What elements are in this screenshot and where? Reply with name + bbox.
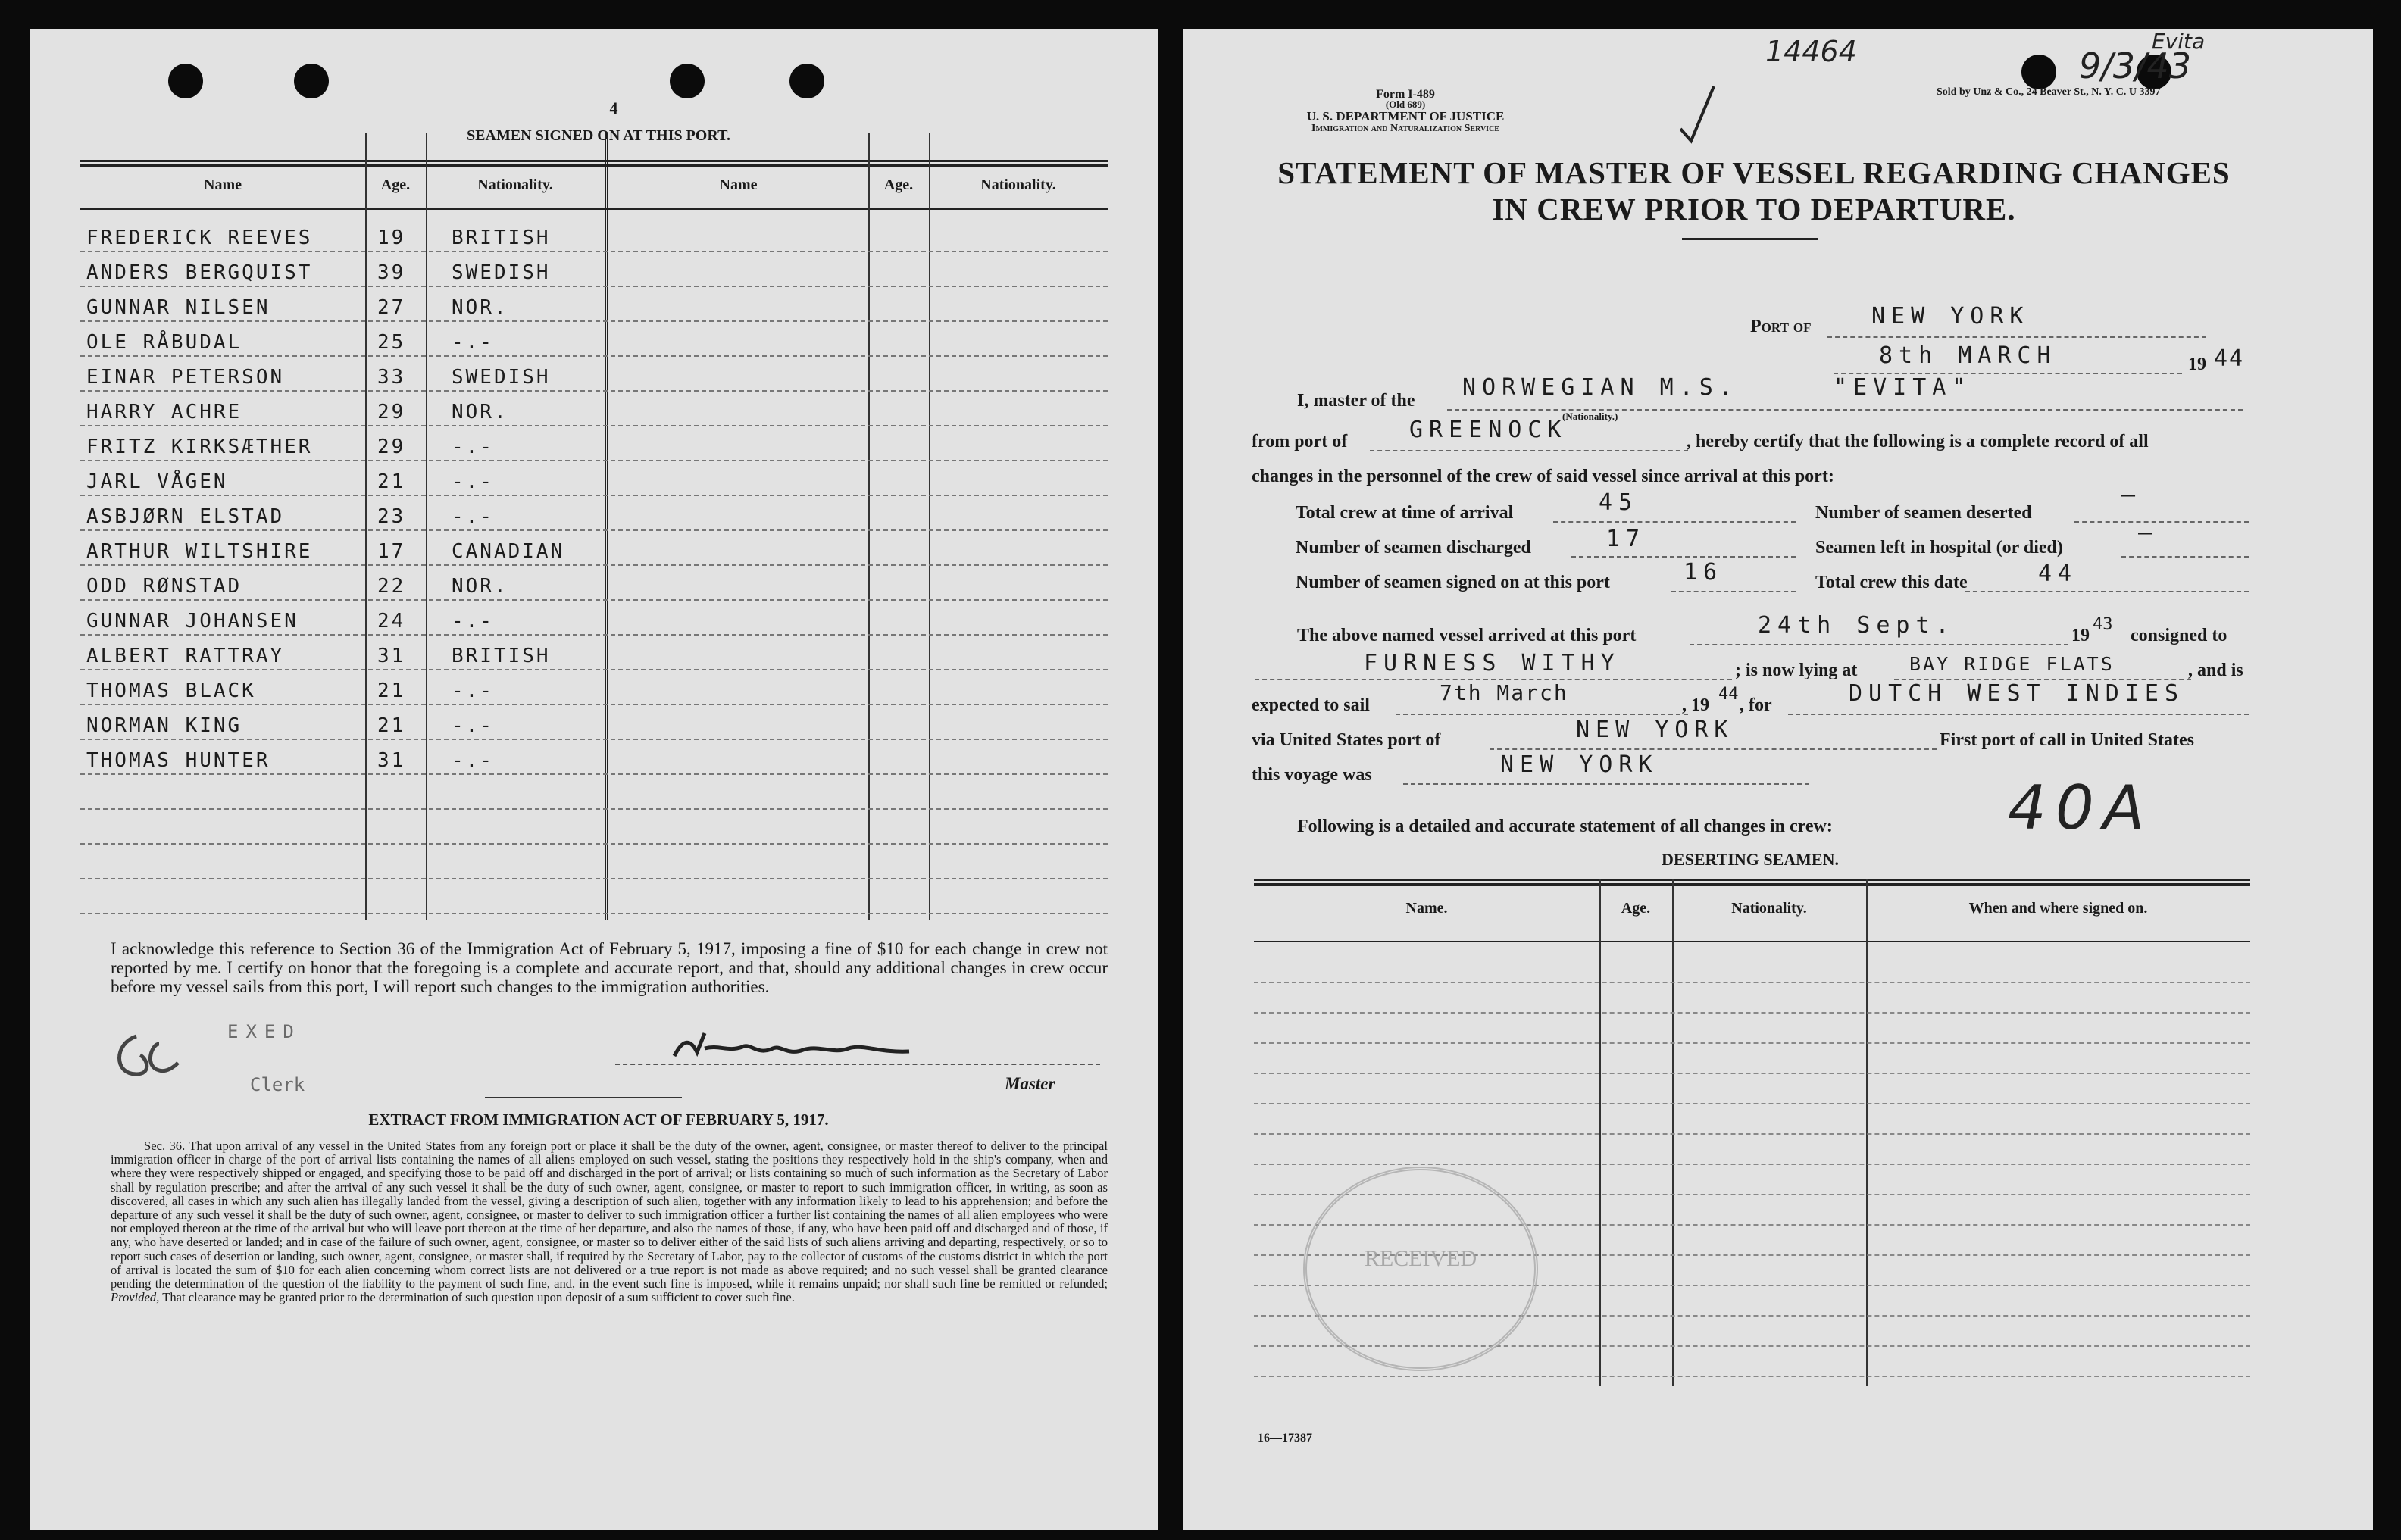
table-row (80, 529, 1108, 566)
form-old-number: (Old 689) (1385, 98, 1426, 110)
crew-nationality: NOR. (452, 575, 508, 598)
crew-nationality: SWEDISH (452, 261, 551, 284)
table-row (1254, 1042, 2250, 1074)
crew-name: HARRY ACHRE (86, 401, 242, 423)
sail-year: 44 (1718, 685, 1739, 704)
destination-value: DUTCH WEST INDIES (1849, 680, 2185, 707)
crew-name: FRITZ KIRKSÆTHER (86, 436, 313, 458)
signed-on-value: 16 (1684, 559, 1724, 586)
col-header-name: Name (204, 176, 242, 193)
table-row (80, 286, 1108, 322)
deserted-label: Number of seamen deserted (1815, 503, 2032, 523)
crew-age: 25 (377, 331, 406, 354)
total-date-label: Total crew this date (1815, 573, 1968, 592)
table-row (80, 320, 1108, 357)
table-row (80, 704, 1108, 740)
crew-name: EINAR PETERSON (86, 366, 285, 389)
seller-imprint: Sold by Unz & Co., 24 Beaver St., N. Y. C. U 3397 (1937, 86, 2161, 98)
punch-hole (789, 64, 824, 98)
table-row (80, 495, 1108, 531)
crew-name: JARL VÅGEN (86, 470, 228, 493)
department: U. S. DEPARTMENT OF JUSTICE (1306, 109, 1505, 123)
sail-year-prefix: , 19 (1682, 695, 1709, 715)
crew-nationality: NOR. (452, 296, 508, 319)
hospital-value: — (2138, 520, 2159, 546)
arrived-year: 43 (2093, 615, 2113, 634)
crew-age: 22 (377, 575, 406, 598)
table-row (1254, 1103, 2250, 1135)
year-value: 44 (2214, 345, 2245, 372)
clerk-stamp-text: EXED (227, 1021, 302, 1042)
punch-hole (670, 64, 705, 98)
table-row (1254, 951, 2250, 983)
form-title-line1: STATEMENT OF MASTER OF VESSEL REGARDING CHANGES (1277, 155, 2231, 190)
following-text: Following is a detailed and accurate statement of all changes in crew: (1297, 817, 1833, 836)
crew-age: 39 (377, 261, 406, 284)
col-header-name: Name (719, 176, 758, 193)
crew-age: 17 (377, 540, 406, 563)
desert-header-name: Name. (1405, 900, 1448, 917)
crew-nationality: SWEDISH (452, 366, 551, 389)
first-port-label: First port of call in United States (1940, 730, 2194, 750)
handwritten-code: 40A (2008, 773, 2154, 843)
table-row (80, 669, 1108, 705)
crew-nationality: -.- (452, 610, 494, 633)
table-row (80, 634, 1108, 670)
from-port-label: from port of (1252, 432, 1348, 451)
deserted-value: — (2121, 482, 2142, 508)
desert-header-nationality: Nationality. (1731, 900, 1807, 917)
form-number: Form I-489 (1376, 88, 1435, 101)
consignee-value: FURNESS WITHY (1364, 650, 1621, 676)
sail-date: 7th March (1440, 680, 1568, 705)
via-label: via United States port of (1252, 730, 1441, 750)
crew-nationality: -.- (452, 331, 494, 354)
crew-name: THOMAS BLACK (86, 679, 256, 702)
crew-nationality: -.- (452, 470, 494, 493)
crew-nationality: BRITISH (452, 226, 551, 249)
crew-nationality: -.- (452, 714, 494, 737)
crew-age: 27 (377, 296, 406, 319)
crew-age: 33 (377, 366, 406, 389)
total-arrival-label: Total crew at time of arrival (1296, 503, 1514, 523)
deserting-title: DESERTING SEAMEN. (1662, 850, 1839, 869)
crew-nationality: BRITISH (452, 645, 551, 667)
clerk-label: Clerk (250, 1074, 305, 1095)
crew-age: 24 (377, 610, 406, 633)
stamp-text: RECEIVED (1364, 1246, 1477, 1271)
table-row (1254, 1133, 2250, 1165)
extract-lead: Sec. 36. (144, 1139, 186, 1153)
section-title: SEAMEN SIGNED ON AT THIS PORT. (467, 127, 730, 144)
table-row (1254, 1073, 2250, 1104)
checkmark-icon (1674, 83, 1720, 148)
table-row (80, 878, 1108, 914)
date-value: 8th MARCH (1879, 342, 2057, 369)
arrived-date: 24th Sept. (1758, 612, 1956, 639)
desert-header-when-where: When and where signed on. (1968, 900, 2148, 917)
title-underline (1682, 238, 1818, 240)
col-header-age: Age. (380, 176, 411, 193)
nationality-value: NORWEGIAN M.S. (1462, 374, 1739, 401)
punch-hole (168, 64, 203, 98)
table-row (1254, 1012, 2250, 1044)
crew-age: 31 (377, 749, 406, 772)
table-row (80, 390, 1108, 426)
footer-code: 16—17387 (1258, 1432, 1312, 1445)
crew-age: 29 (377, 436, 406, 458)
crew-name: ASBJØRN ELSTAD (86, 505, 285, 528)
crew-name: OLE RÅBUDAL (86, 331, 242, 354)
extract-proviso: Provided, (111, 1290, 160, 1305)
from-port-value: GREENOCK (1409, 417, 1568, 443)
punch-hole (2021, 55, 2056, 89)
vessel-name: "EVITA" (1834, 374, 1972, 401)
form-title-line2: IN CREW PRIOR TO DEPARTURE. (1492, 192, 2016, 226)
arrived-year-prefix: 19 (2071, 626, 2090, 645)
year-prefix: 19 (2188, 355, 2206, 374)
crew-name: ARTHUR WILTSHIRE (86, 540, 313, 563)
signed-on-label: Number of seamen signed on at this port (1296, 573, 1610, 592)
crew-age: 19 (377, 226, 406, 249)
total-date-value: 44 (2038, 561, 2078, 587)
page-number: 4 (609, 98, 618, 117)
and-is-text: , and is (2188, 661, 2243, 680)
changes-text: changes in the personnel of the crew of said vessel since arrival at this port: (1252, 467, 1834, 486)
handwritten-number: 14464 (1765, 35, 1857, 68)
crew-nationality: NOR. (452, 401, 508, 423)
voyage-label: this voyage was (1252, 765, 1372, 785)
table-row (80, 773, 1108, 810)
master-signature-line (615, 1064, 1100, 1065)
crew-age: 21 (377, 470, 406, 493)
table-row (80, 808, 1108, 845)
crew-nationality: -.- (452, 679, 494, 702)
crew-age: 31 (377, 645, 406, 667)
total-arrival-value: 45 (1599, 489, 1639, 516)
table-row (80, 739, 1108, 775)
extract-tail: That clearance may be granted prior to the determination of such question upon deposit of a sum sufficient to cover such fine. (162, 1290, 795, 1305)
table-row (80, 355, 1108, 392)
crew-name: ODD RØNSTAD (86, 575, 242, 598)
col-header-age: Age. (883, 176, 914, 193)
nationality-caption: (Nationality.) (1562, 411, 1618, 422)
crew-age: 23 (377, 505, 406, 528)
service: Immigration and Naturalization Service (1311, 123, 1499, 134)
extract-text: That upon arrival of any vessel in the United States from any foreign port or place it shall be the duty of the owner, agent, consignee, or master thereof to deliver to the principal immigration officer in charge of the port of arrival lists containing the names of all aliens employed on such vessel, stating the positions they respectively hold in the ship's company, when and where they were respectively shipped or engaged, and specifying those to be paid off and discharged in the port of arrival; or lists containing so much of such information as the Secretary of Labor shall by regulation prescribe; and after the arrival of any such vessel it shall be the duty of such owner, agent, consignee, or master to report to such immigration officer, in writing, as soon as discovered, all cases in which any such alien has illegally landed from the vessel, giving a description of such alien, together with any information likely to lead to his apprehension; and before the departure of any such vessel it shall be the duty of such owner, agent, consignee, or master to deliver to such immigration officer a further list containing the names of all alien employees who were not employed thereon at the time of the arrival but who will leave port thereon at the time of her departure, and also the names of those, if any, who have been paid off and discharged and of those, if any, who have deserted or landed; and in case of the failure of such owner, agent, consignee, or master so to deliver either of the said lists of such aliens arriving and departing, respectively, or so to report such cases of desertion or landing, such owner, agent, consignee, or master shall, if required by the Secretary of Labor, pay to the collector of customs of the customs district in which the port of arrival is located the sum of $10 for each alien concerning whom correct lists are not delivered or a true report is not made as above required; and no such vessel shall be granted clearance pending the determination of the question of the liability to the payment of such fine, and, in the event such fine is imposed, while it remains unpaid; nor shall such fine be remitted or refunded; (111, 1139, 1108, 1292)
for-label: , for (1740, 695, 1772, 715)
crew-name: NORMAN KING (86, 714, 242, 737)
via-port-value: NEW YORK (1576, 717, 1734, 743)
desert-header-age: Age. (1621, 900, 1651, 917)
table-row (80, 843, 1108, 879)
crew-age: 21 (377, 714, 406, 737)
crew-nationality: -.- (452, 749, 494, 772)
voyage-port-value: NEW YORK (1500, 751, 1659, 778)
consigned-label: consigned to (2131, 626, 2227, 645)
crew-age: 21 (377, 679, 406, 702)
extract-body (111, 1139, 1108, 1304)
received-stamp (1303, 1167, 1538, 1371)
crew-name: GUNNAR NILSEN (86, 296, 270, 319)
crew-table (80, 133, 1108, 920)
arrived-label: The above named vessel arrived at this port (1297, 626, 1637, 645)
lying-label: ; is now lying at (1735, 661, 1858, 680)
crew-nationality: -.- (452, 505, 494, 528)
crew-name: ANDERS BERGQUIST (86, 261, 313, 284)
table-row (80, 599, 1108, 636)
discharged-label: Number of seamen discharged (1296, 538, 1531, 558)
port-of-value: NEW YORK (1871, 303, 2030, 330)
expected-label: expected to sail (1252, 695, 1370, 715)
table-row (1254, 982, 2250, 1014)
table-row (80, 216, 1108, 252)
crew-name: FREDERICK REEVES (86, 226, 313, 249)
punch-hole (294, 64, 329, 98)
extract-title: EXTRACT FROM IMMIGRATION ACT OF FEBRUARY 5, 1917. (368, 1110, 829, 1129)
table-row (80, 564, 1108, 601)
col-header-nationality: Nationality. (980, 176, 1056, 193)
divider (485, 1097, 682, 1098)
master-of-label: I, master of the (1297, 391, 1415, 411)
table-row (80, 460, 1108, 496)
col-header-nationality: Nationality. (477, 176, 553, 193)
crew-name: THOMAS HUNTER (86, 749, 270, 772)
hospital-label: Seamen left in hospital (or died) (1815, 538, 2063, 558)
lying-at-value: BAY RIDGE FLATS (1909, 653, 2115, 675)
crew-name: GUNNAR JOHANSEN (86, 610, 299, 633)
table-row (80, 251, 1108, 287)
discharged-value: 17 (1606, 526, 1646, 552)
crew-age: 29 (377, 401, 406, 423)
handwritten-vessel: Evita (2152, 29, 2206, 54)
crew-name: ALBERT RATTRAY (86, 645, 285, 667)
acknowledgement-text: I acknowledge this reference to Section 36 of the Immigration Act of February 5, 1917, imposing a fine of $10 for each change in crew not reported by me. I certify on honor that the foregoing is a complete and accurate report, and that, should any additional changes in crew occur before my vessel sails from this port, I will report such changes to the immigration authorities. (111, 939, 1108, 996)
port-of-label: Port of (1750, 317, 1812, 336)
crew-nationality: CANADIAN (452, 540, 565, 563)
handwritten-date: 9/3/43 (2079, 45, 2192, 86)
certify-text: , hereby certify that the following is a complete record of all (1687, 432, 2149, 451)
table-row (80, 425, 1108, 461)
crew-nationality: -.- (452, 436, 494, 458)
master-label: Master (1005, 1074, 1055, 1093)
